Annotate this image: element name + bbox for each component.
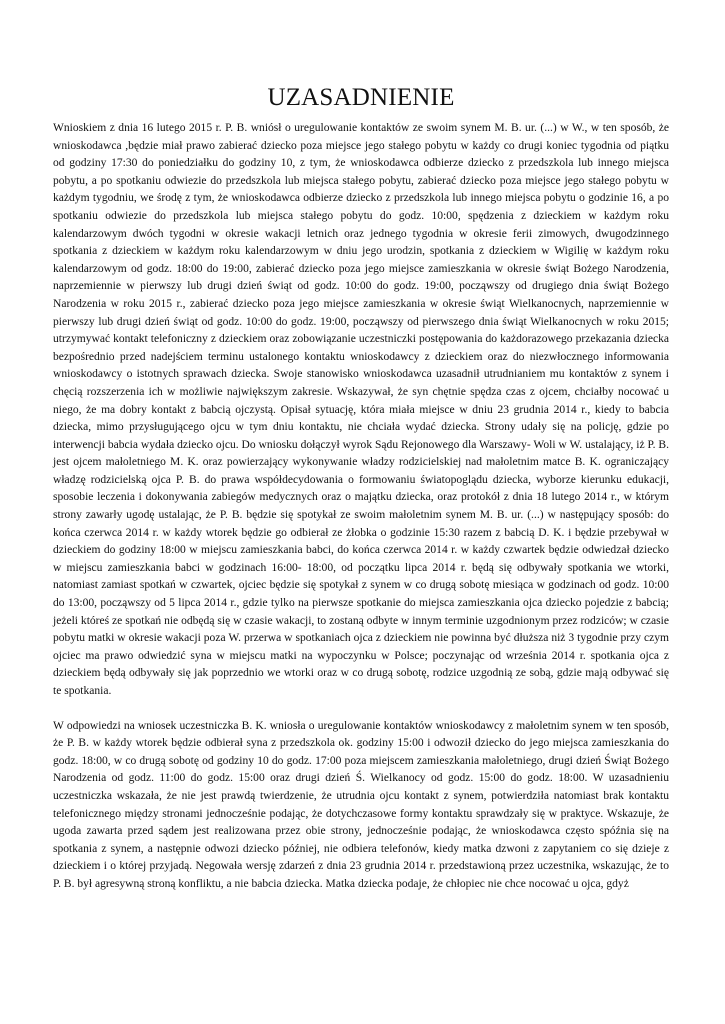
document-title: UZASADNIENIE (267, 84, 455, 111)
paragraph-1: Wnioskiem z dnia 16 lutego 2015 r. P. B. wniósł o uregulowanie kontaktów ze swoim synem M. B. ur. (...) w W., w ten sposób, że wnioskodawca ,będzie miał prawo zabierać dziecko poza miejsce jego stałego pobytu w każdy co drugi koniec tygodnia od piątku od godziny 17:30 do poniedziałku do godziny 10, z tym, że wnioskodawca odbierze dziecko z przedszkola lub innego miejsca pobytu, a po spotkaniu odwiezie do przedszkola lub miejsca stałego pobytu, zabierać dziecko poza miejsce jego stałego pobytu w każdym tygodniu, we środę z tym, że wnioskodawca odbierze dziecko z przedszkola lub innego miejsca pobytu o godzinie 16, a po spotkaniu odwiezie do przedszkola lub miejsca stałego pobytu do godz. 10:00, spędzenia z dzieckiem w każdym roku kalendarzowym dwóch tygodni w okresie wakacji letnich oraz jednego tygodnia w okresie ferii zimowych, dwugodzinnego spotkania z dzieckiem w każdym roku kalendarzowym w dniu jego urodzin, spotkania z dzieckiem w Wigilię w każdym roku kalendarzowym od godz. 18:00 do 19:00, zabierać dziecko poza jego miejsce zamieszkania w okresie świąt Bożego Narodzenia, naprzemiennie w pierwszy lub drugi dzień świąt od godz. 10:00 do godz. 19:00, począwszy od drugiego dnia świąt Bożego Narodzenia w roku 2015 r., zabierać dziecko poza jego miejsce zamieszkania w okresie świąt Wielkanocnych, naprzemiennie w pierwszy lub drugi dzień świąt od godz. 10:00 do godz. 19:00, począwszy od pierwszego dnia świąt Wielkanocnych w roku 2015; utrzymywać kontakt telefoniczny z dzieckiem oraz zobowiązanie uczestniczki postępowania do każdorazowego przekazania dziecka bezpośrednio przed nadejściem terminu ustalonego kontaktu wnioskodawcy z dzieckiem oraz do niezwłocznego informowania wnioskodawcy o istotnych sprawach dziecka. Swoje stanowisko wnioskodawca uzasadnił utrudnianiem mu kontaktów z synem i chęcią rozszerzenia ich w możliwie największym zakresie. Wskazywał, że syn chętnie spędza czas z ojcem, chciałby nocować u niego, że ma dobry kontakt z babcią ojczystą. Opisał sytuację, która miała miejsce w dniu 23 grudnia 2014 r., kiedy to babcia dziecka, mimo przysługującego ojcu w tym dniu kontaktu, nie chciała wydać dziecka. Strony udały się na policję, gdzie po interwencji babcia wydała dziecko ojcu. Do wniosku dołączył wyrok Sądu Rejonowego dla Warszawy- Woli w W. ustalający, iż P. B. jest ojcem małoletniego M. K. oraz powierzający wykonywanie władzy rodzicielskiej nad małoletnim matce B. K. ograniczający władzę rodzicielską ojca P. B. do prawa współdecydowania o formowaniu światopoglądu dziecka, wyborze kierunku edukacji, sposobie leczenia i dokonywania zabiegów medycznych oraz o majątku dziecka, oraz protokół z dnia 18 lutego 2014 r., w którym strony zawarły ugodę ustalając, że P. B. będzie się spotykał ze swoim małoletnim synem M. B. ur. (...) w następujący sposób: do końca czerwca 2014 r. w każdy wtorek będzie go odbierał ze żłobka o godzinie 15:30 razem z babcią D. K. i będzie przebywał w dzieckiem do godziny 18:00 w miejscu zamieszkania babci, do końca czerwca 2014 r. w każdy czwartek będzie odwiedzał dziecko w miejscu zamieszkania babci w godzinach 16:00- 18:00, od początku lipca 2014 r. będą się odbywały spotkania we wtorki, natomiast zamiast spotkań w czwartek, ojciec będzie się spotykał z synem w co drugą sobotę miesiąca w godzinach od godz. 10:00 do 13:00, począwszy od 5 lipca 2014 r., gdzie tylko na pierwsze spotkanie do miejsca zamieszkania ojca dziecko pojedzie z babcią; jeżeli któreś ze spotkań nie odbędą się w czasie wakacji, to zostaną odbyte w innym terminie uzgodnionym przez rodziców; w czasie pobytu matki w okresie wakacji poza W. przerwa w spotkaniach ojca z dzieckiem nie powinna być dłuższa niż 3 tygodnie przy czym ojciec ma prawo odwiedzić syna w miejscu matki na wypoczynku w Polsce; poczynając od września 2014 r. spotkania ojca z dzieckiem będą odbywały się jak poprzednio we wtorki oraz w co drugą sobotę, rodzice uzgodnią ze sobą, gdzie mają odbywać się te spotkania. (53, 122, 669, 697)
paragraph-2: W odpowiedzi na wniosek uczestniczka B. K. wniosła o uregulowanie kontaktów wnioskodawcy z małoletnim synem w ten sposób, że P. B. w każdy wtorek będzie odbierał syna z przedszkola ok. godziny 15:00 i odwoził dziecko do jego miejsca zamieszkania do godz. 18:00, w co drugą sobotę od godziny 10 do godz. 17:00 poza miejscem zamieszkania małoletniego, drugi dzień Świąt Bożego Narodzenia od godz. 11:00 do godz. 15:00 oraz drugi dzień Ś. Wielkanocy od godz. 15:00 do godz. 18:00. W uzasadnieniu uczestniczka wskazała, że nie jest prawdą twierdzenie, że utrudnia ojcu kontakt z synem, potwierdziła natomiast brak kontaktu telefonicznego między stronami jednocześnie podając, że dotychczasowe formy kontaktu sprawdzały się w praktyce. Wskazuje, że ugoda zawarta przed sądem jest realizowana przez obie strony, jednocześnie podając, że wnioskodawca często spóźnia się na spotkania z synem, a następnie odwozi dziecko później, nie odbiera telefonów, kiedy matka dzwoni z zapytaniem co się dzieje z dzieckiem i o której przyjadą. Negowała wersję zdarzeń z dnia 23 grudnia 2014 r. przedstawioną przez uczestnika, wskazując, że to P. B. był agresywną stroną konfliktu, a nie babcia dziecka. Matka dziecka podaje, że chłopiec nie chce nocować u ojca, gdyż (53, 719, 669, 890)
